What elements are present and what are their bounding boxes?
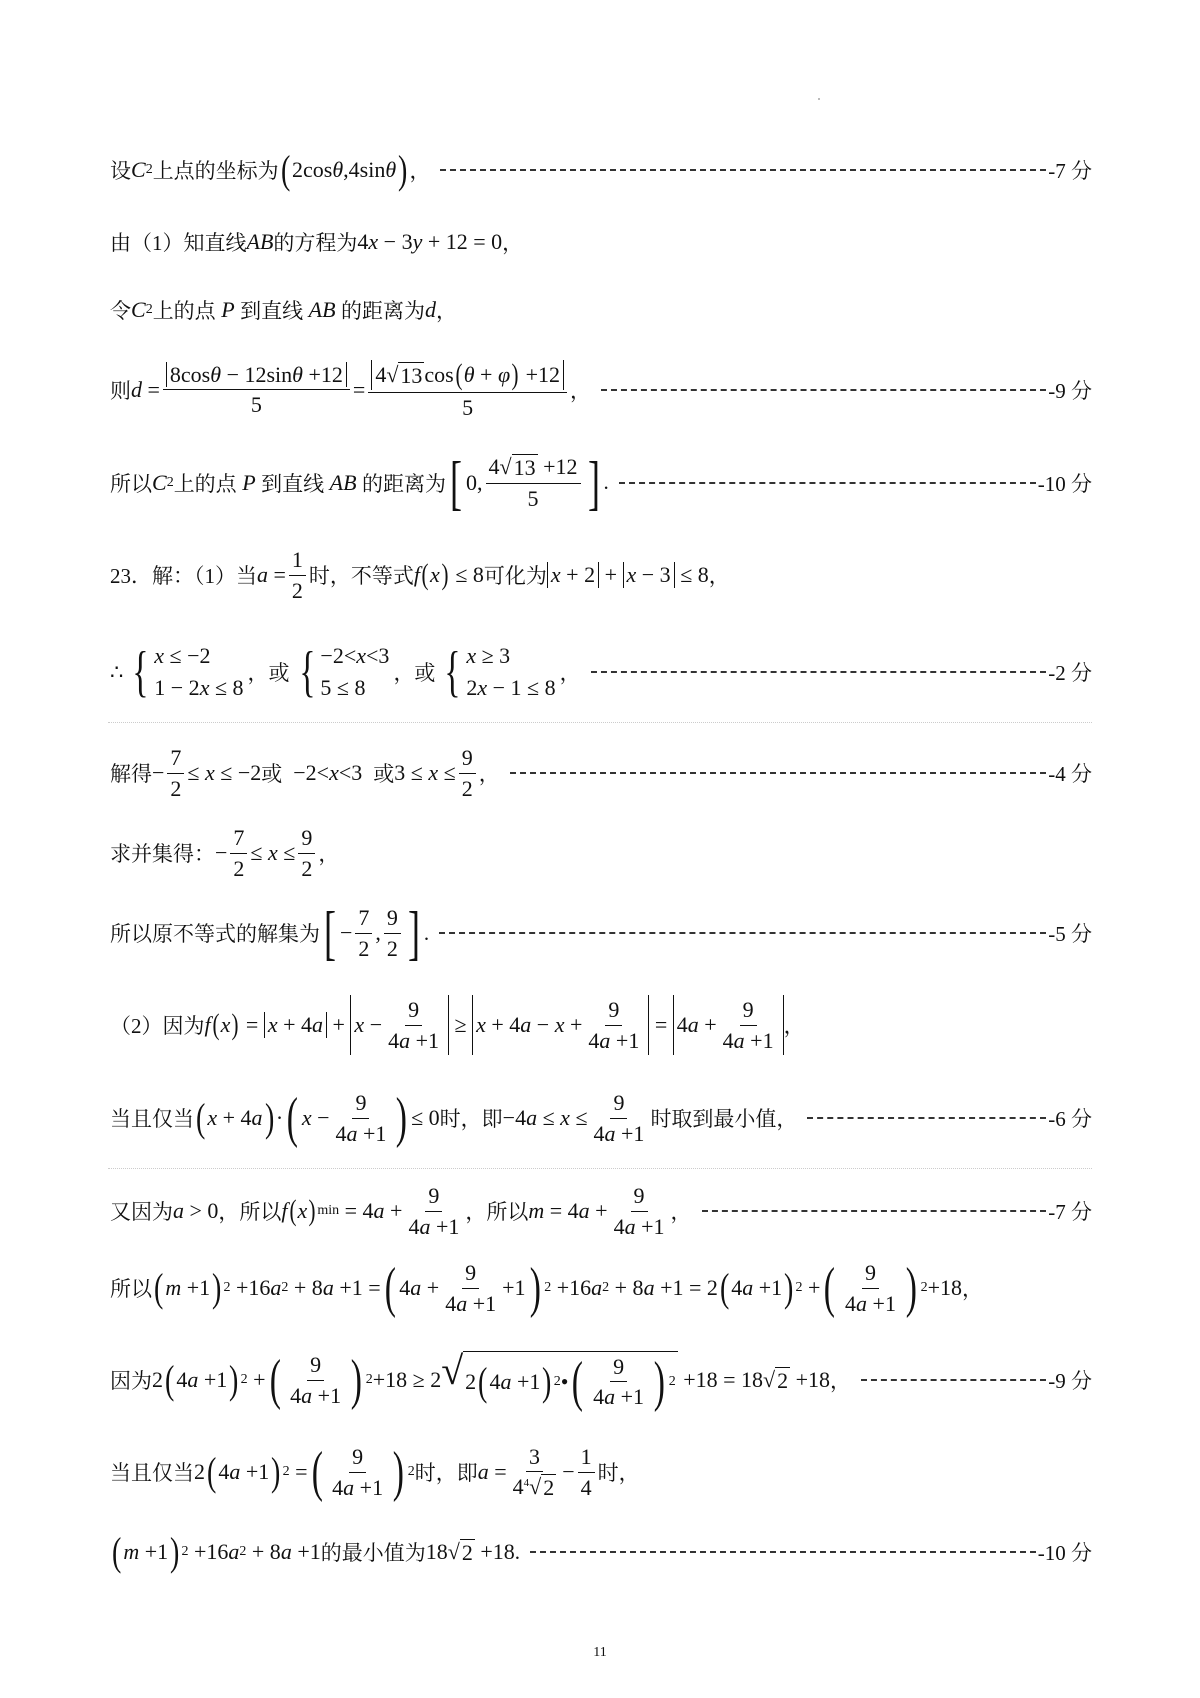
score-label: -7 分 [1048,1200,1092,1224]
text: ， [502,231,524,255]
math-fmin: f ( x ) min = 4 a + $\frac{9}{4a +1}$ [281,1183,460,1239]
score-label: -7 分 [1048,159,1092,183]
text: 或 [261,762,283,786]
solution-line-10 [110,893,1092,973]
text: ， [318,842,340,866]
text: ， [962,1277,984,1301]
solution-line-13 [110,1176,1092,1246]
text: 上的点 [173,471,237,496]
text: 上点的坐标为 [152,159,279,183]
math-solution-set: [ − $\frac{7}{2}$ , $\frac{9}{2}$ ] [323,900,420,966]
text: ，所以 [465,1200,529,1224]
text: 可化为 [483,564,547,588]
text: ， [436,299,458,323]
math-ab: AB [246,229,274,254]
solution-line-15 [110,1340,1092,1420]
solution-line-17 [110,1522,1092,1582]
text: ， [708,564,730,588]
solution-line-5 [110,445,1092,520]
text: 解得 [110,762,152,786]
solution-line-12 [110,1078,1092,1158]
text: 当且仅当 [110,1461,194,1485]
score-label: -10 分 [1037,1541,1092,1565]
text: （2）因为 [110,1014,205,1038]
score-leader [702,1210,1047,1212]
score-label: -6 分 [1048,1107,1092,1131]
score-leader [619,482,1036,484]
text: ， [478,762,500,786]
text: 时，不等式 [308,564,414,588]
math-expansion: ( m +1 ) 2 +16 a 2 + 8 a +1 = ( 4 a + $\frac{9}{4a +1}$ +1 ) 2 +16 a 2 + 8 a +1 = 2 ( 4 a +1 ) 2 + ( $\frac{9}{4a +1}$ ) 2 +18 [153,1257,963,1319]
math-a-positive: a > 0 [173,1198,219,1223]
text: 当且仅当 [110,1107,194,1131]
solution-line-8 [110,738,1092,808]
text: 时， [597,1461,640,1485]
text: 令 [110,299,131,323]
math-range-3: 3 ≤ x ≤ $\frac{9}{2}$ [394,745,478,801]
text: 则 [110,378,131,403]
math-case-1: { x ≤ −2 1 − 2x ≤ 8 [132,641,244,703]
math-x-range: −4 a ≤ x ≤ $\frac{9}{4a +1}$ [502,1090,645,1146]
text: 上的点 [152,299,216,323]
score-leader [440,169,1046,171]
scan-speck [818,98,820,100]
math-coord: ( 2cos θ ,4sin θ ) [280,147,408,192]
solution-line-6 [110,540,1092,610]
page-number: 11 [593,1645,607,1660]
math-distance: d = 8cos θ − 12sin θ +12 5 = 4 √ 13 cos ( θ + φ ) +12 5 [131,360,570,420]
text: 23．解：（1）当 [110,564,257,588]
solution-line-1 [110,147,1092,192]
solution-line-3 [110,290,1092,330]
text: 的距离为 [362,471,447,496]
math-case-3: { x ≥ 3 2x − 1 ≤ 8 [444,641,556,703]
math-c2: C 2 [131,297,153,322]
math-p: P [236,469,262,495]
math-m-def: m = 4 a + $\frac{9}{4a +1}$ [528,1183,665,1239]
solution-line-16 [110,1432,1092,1512]
solution-line-9 [110,818,1092,888]
score-label: -5 分 [1048,922,1092,946]
score-leader [439,932,1046,934]
text: 所以 [110,471,152,496]
text: ， [670,1200,692,1224]
math-a-solution: a = 3 $4^4√$ 2 − $\frac{1}{4}$ [478,1444,598,1501]
solution-line-7 [110,632,1092,712]
math-interval: [ 0, 4√ 13 +12 5 ] [450,449,600,516]
text: ， [830,1369,852,1393]
text: . [603,470,609,494]
math-triangle-ineq: f ( x ) = x + 4 a + x − $\frac{9}{4a +1}$ ≥ x + 4 a − x + $\frac{9}{4a +1}$ = 4 a + $\frac{9}{4a +1}$ [205,995,784,1055]
text: 时，即 [414,1461,478,1485]
math-range-2: −2< x <3 [282,760,374,785]
math-fx-le-8: f ( x ) ≤ 8 [413,558,484,591]
text: 所以 [110,1277,152,1301]
text: 或 [373,762,395,786]
score-label: -10 分 [1037,471,1092,496]
text: 由（1）知直线 [110,231,247,255]
math-ab: AB [324,469,363,495]
math-c2: C 2 [152,469,174,495]
text: 时取到最小值， [650,1107,798,1131]
math-min-value: 18 √ 2 +18 [425,1538,515,1565]
math-expression: ( m +1 ) 2 +16 a 2 + 8 a +1 [111,1529,321,1574]
math-am-gm: 2 ( 4 a +1 ) 2 + ( $\frac{9}{4a +1}$ ) 2 +18 ≥ 2 √ 2 ( 4 a +1 ) 2 • ( $\frac{9}{4a +1}$ ) 2 +18 = 18 √ 2 +18 [152,1347,831,1413]
score-leader [591,671,1047,673]
solution-line-11 [110,985,1092,1065]
math-equality-cond: ( x + 4 a ) · ( x − $\frac{9}{4a +1}$ ) ≤ 0 [195,1087,440,1149]
math-abs-ineq: x + 2 + x − 3 ≤ 8 [547,562,709,588]
score-label: -4 分 [1048,762,1092,786]
text: 设 [110,159,131,183]
math-range-1: − $\frac{7}{2}$ ≤ x ≤ −2 [152,745,262,801]
text: 又因为 [110,1200,173,1224]
math-p: P [215,297,241,322]
text: . [514,1539,520,1564]
text: 到直线 [240,299,304,323]
math-case-2: { −2<x<3 5 ≤ 8 [298,641,390,703]
separator [108,722,1092,723]
text: ， [783,1014,805,1038]
score-label: -9 分 [1048,1369,1092,1393]
text: 的最小值为 [320,1541,426,1565]
score-leader [530,1551,1036,1553]
text: 所以原不等式的解集为 [110,922,320,946]
text: 的距离为 [341,299,426,323]
math-equality-case: 2 ( 4 a +1 ) 2 = ( $\frac{9}{4a +1}$ ) 2 [194,1441,415,1503]
solution-line-2 [110,222,1092,262]
text: 到直线 [261,471,325,496]
text: . [423,920,430,945]
text: 求并集得： [110,842,215,866]
math-d: d [425,297,437,322]
text: ∴ [110,659,124,684]
math-ab: AB [303,297,342,322]
text: ， [570,378,592,403]
score-leader [807,1117,1046,1119]
score-leader [861,1379,1046,1381]
solution-line-14 [110,1248,1092,1328]
math-union: − $\frac{7}{2}$ ≤ x ≤ $\frac{9}{2}$ [215,825,318,881]
text: ，所以 [218,1200,282,1224]
text: 时，即 [439,1107,503,1131]
score-leader [510,772,1047,774]
text: ，或 [393,661,436,685]
text: ， [409,159,431,183]
text: ，或 [247,661,290,685]
text: 的方程为 [273,231,358,255]
score-label: -9 分 [1048,379,1092,403]
text: ， [559,661,581,685]
score-label: -2 分 [1048,661,1092,685]
math-line-eq: 4 x − 3 y + 12 = 0 [357,229,503,254]
text: 因为 [110,1369,152,1393]
separator [108,1168,1092,1169]
score-leader [601,389,1046,391]
math-a-value: a = $\frac{1}{2}$ [257,547,309,603]
solution-line-4 [110,350,1092,430]
math-c2: C 2 [131,157,153,182]
